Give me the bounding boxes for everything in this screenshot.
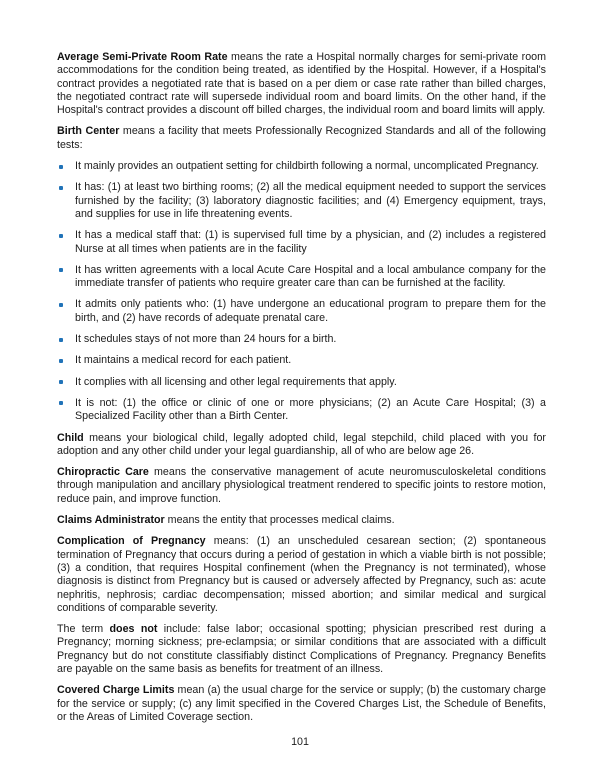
list-item — [57, 160, 546, 173]
document-body — [57, 51, 546, 732]
list-item-text: It mainly provides an outpatient setting for childbirth following a normal, uncomplicated Pregnancy. — [75, 160, 539, 173]
list-item-text: It has written agreements with a local Acute Care Hospital and a local ambulance company for the immediate transfer of patients who require greater care than can be furnished at the facility. — [75, 263, 546, 290]
list-item — [57, 397, 546, 424]
bullet-icon — [59, 186, 63, 190]
bullet-icon — [59, 338, 63, 342]
list-item-text: It admits only patients who: (1) have undergone an educational program to prepare them for the birth, and (2) have records of adequate prenatal care. — [75, 298, 546, 324]
definition-chiropractic-care — [57, 466, 546, 506]
bullet-icon — [59, 268, 63, 272]
list-item-text: It has a medical staff that: (1) is supervised full time by a physician, and (2) includes a registered Nurse at all times when patients are in the facility — [75, 229, 546, 255]
definition-text: means your biological child, legally adopted child, legal stepchild, child placed with you for adoption and any other child under your legal guardianship, all of who are below age 26. — [57, 431, 546, 457]
list-item-text: It schedules stays of not more than 24 hours for a birth. — [75, 333, 337, 346]
birth-center-criteria-list — [57, 160, 546, 423]
emphasis-text: does not — [109, 623, 158, 636]
list-item — [57, 229, 546, 256]
definition-term: Claims Administrator — [57, 514, 165, 527]
definition-child — [57, 432, 546, 459]
definition-text: means the rate a Hospital normally charges for semi-private room accommodations for the condition being treated, as identified by the Hospital. However, if a Hospital's contract provides a negotiated rate that is based on a per diem or case rate rather than billed charges, the negotiated contract rate will supersede individual room and board limits. On the other hand, if the Hospital's contract provides a discount off billed charges, the individual room and board limits will apply. — [57, 51, 546, 117]
bullet-icon — [59, 165, 63, 169]
complication-exclusion-paragraph — [57, 623, 546, 676]
bullet-icon — [59, 359, 63, 363]
paragraph-text: The term — [57, 623, 110, 636]
bullet-icon — [59, 401, 63, 405]
list-item-text: It has: (1) at least two birthing rooms; (2) all the medical equipment needed to support the services furnished by the facility; (3) laboratory diagnostic facilities; and (4) Emergency equipment, trays, and supplies for use in life threatening events. — [75, 181, 546, 220]
definition-term: Average Semi-Private Room Rate — [57, 51, 228, 63]
list-item-text: It maintains a medical record for each patient. — [75, 354, 292, 367]
list-item — [57, 298, 546, 325]
list-item-text: It complies with all licensing and other legal requirements that apply. — [75, 375, 397, 388]
definition-text: mean (a) the usual charge for the service or supply; (b) the customary charge for the service or supply; (c) any limit specified in the Covered Charges List, the Schedule of Benefits, or the Areas of Limited Coverage section. — [57, 684, 546, 723]
list-item — [57, 264, 546, 291]
definition-text: means the conservative management of acute neuromusculoskeletal conditions through manipulation and ancillary physiological treatment rendered to specific joints to restore motion, reduce pain, and improve function. — [57, 466, 546, 505]
definition-term: Birth Center — [57, 125, 120, 138]
list-item — [57, 354, 546, 367]
definition-text: means: (1) an unscheduled cesarean section; (2) spontaneous termination of Pregnancy that occurs during a period of gestation in which a viable birth is not possible; (3) a condition, that requires Hospital confinement (when the Pregnancy is not terminated), whose diagnosis is distinct from Pregnancy but is caused or adversely affected by Pregnancy, such as: acute nephritis, nephrosis; cardiac decompensation; missed abortion; and similar medical and surgical conditions of comparable severity. — [57, 535, 546, 614]
bullet-icon — [59, 234, 63, 238]
paragraph-text: include: false labor; occasional spotting; physician prescribed rest during a Pregnancy; morning sickness; pre-eclampsia; or similar conditions that are associated with a difficult Pregnancy but do not constitute classifiably distinct Complications of Pregnancy. Pregnancy Benefits are payable on the same basis as benefits for treatment of an illness. — [57, 623, 546, 675]
definition-claims-administrator — [57, 514, 546, 527]
definition-complication-of-pregnancy — [57, 535, 546, 615]
definition-term: Complication of Pregnancy — [57, 535, 206, 548]
list-item — [57, 376, 546, 389]
list-item — [57, 333, 546, 346]
page-number: 101 — [291, 736, 309, 748]
definition-average-semi-private-room-rate — [57, 51, 546, 117]
bullet-icon — [59, 303, 63, 307]
bullet-icon — [59, 380, 63, 384]
definition-covered-charge-limits — [57, 684, 546, 724]
definition-term: Child — [57, 431, 84, 444]
definition-text: means a facility that meets Professionally Recognized Standards and all of the following tests: — [57, 125, 546, 151]
definition-birth-center — [57, 125, 546, 152]
definition-term: Covered Charge Limits — [57, 684, 175, 697]
list-item — [57, 181, 546, 221]
list-item-text: It is not: (1) the office or clinic of one or more physicians; (2) an Acute Care Hospital; (3) a Specialized Facility other than a Birth Center. — [75, 396, 546, 423]
definition-term: Chiropractic Care — [57, 466, 149, 479]
definition-text: means the entity that processes medical claims. — [164, 514, 395, 527]
